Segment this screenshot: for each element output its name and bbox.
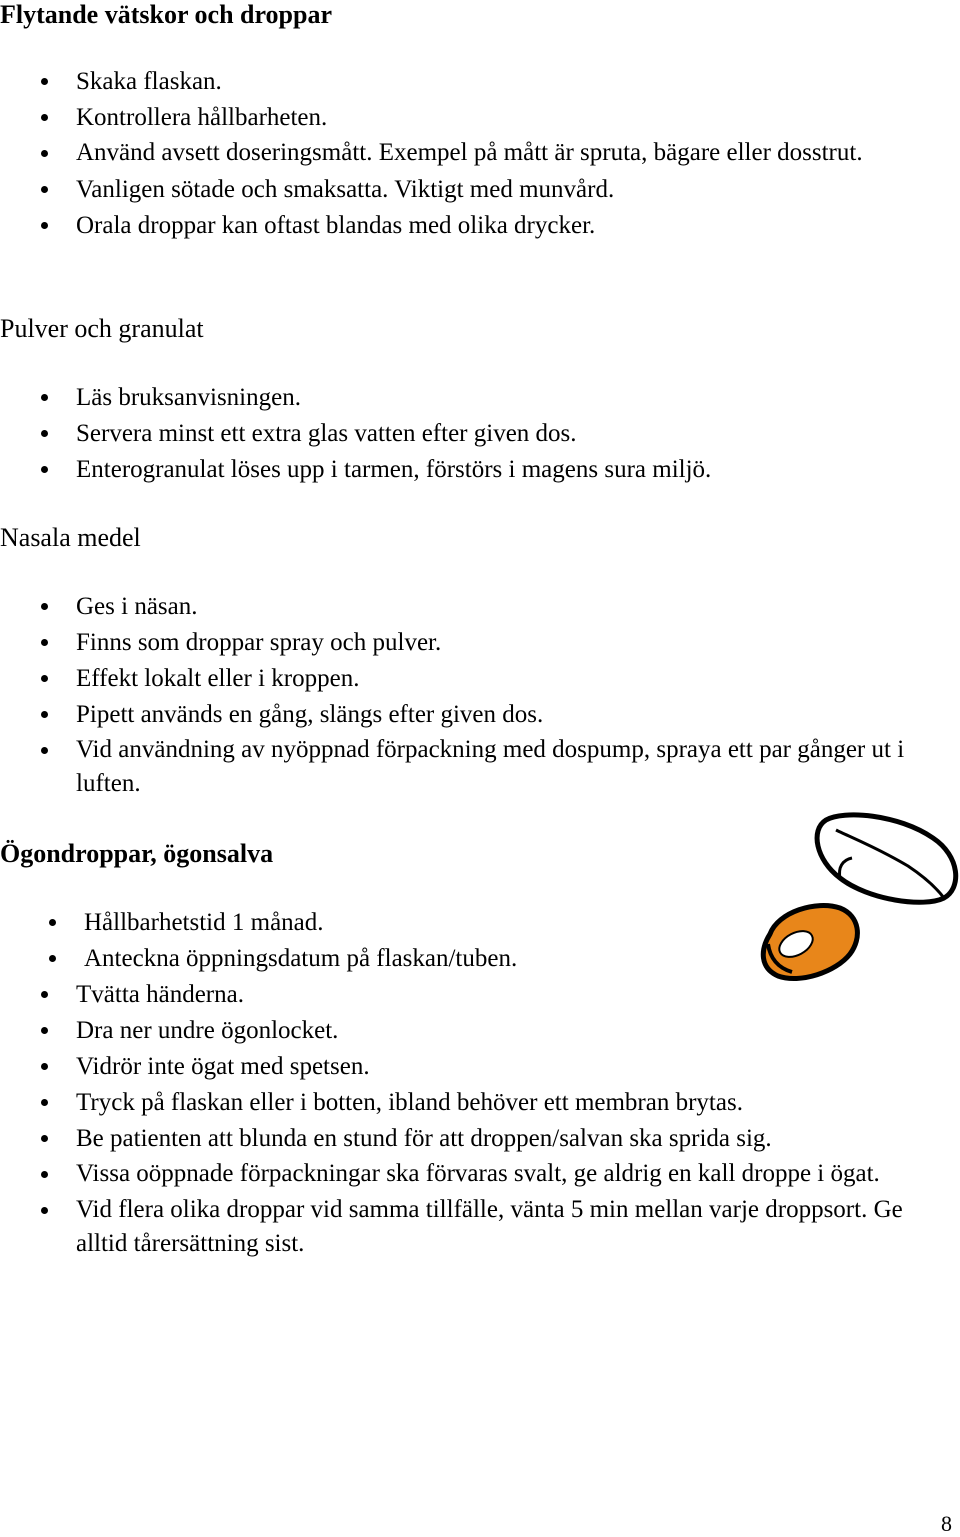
bullet-list-pulver	[0, 380, 900, 488]
list-item: Ges i näsan.	[0, 589, 940, 625]
list-item: Skaka flaskan.	[0, 64, 900, 100]
list-item: Kontrollera hållbarheten.	[0, 100, 900, 136]
bullet-icon	[41, 747, 48, 754]
list-item: Anteckna öppningsdatum på flaskan/tuben.	[0, 941, 950, 977]
list-item: Enterogranulat löses upp i tarmen, förstörs i magens sura miljö.	[0, 452, 900, 488]
bullet-icon	[41, 1099, 48, 1106]
list-item: Finns som droppar spray och pulver.	[0, 625, 940, 661]
orange-tablet-icon	[763, 906, 857, 979]
bullet-icon	[41, 1171, 48, 1178]
bullet-icon	[49, 919, 56, 926]
bullet-icon	[41, 114, 48, 121]
list-item: Be patienten att blunda en stund för att droppen/salvan ska sprida sig.	[0, 1121, 950, 1157]
list-item: Vanligen sötade och smaksatta. Viktigt med munvård.	[0, 172, 900, 208]
bullet-icon	[41, 1027, 48, 1034]
list-item: Dra ner undre ögonlocket.	[0, 1013, 950, 1049]
list-item: Servera minst ett extra glas vatten efter given dos.	[0, 416, 900, 452]
list-item: Läs bruksanvisningen.	[0, 380, 900, 416]
list-item: Använd avsett doseringsmått. Exempel på mått är spruta, bägare eller dosstrut.	[0, 136, 896, 172]
bullet-icon	[41, 1135, 48, 1142]
bullet-icon	[41, 675, 48, 682]
list-item: Vissa oöppnade förpackningar ska förvaras svalt, ge aldrig en kall droppe i ögat.	[0, 1157, 946, 1193]
bullet-icon	[49, 955, 56, 962]
list-item: Tvätta händerna.	[0, 977, 950, 1013]
bullet-icon	[41, 1063, 48, 1070]
section-title-flytande: Flytande vätskor och droppar	[0, 0, 333, 29]
bullet-icon	[41, 1207, 48, 1214]
bullet-icon	[41, 186, 48, 193]
list-item: Pipett används en gång, slängs efter given dos.	[0, 697, 940, 733]
bullet-icon	[41, 222, 48, 229]
list-item: Hållbarhetstid 1 månad.	[0, 905, 950, 941]
list-item: Vid användning av nyöppnad förpackning med dospump, spraya ett par gånger ut i luften.	[0, 733, 936, 803]
page-number: 8	[941, 1511, 952, 1536]
white-tablet-icon	[817, 815, 956, 902]
bullet-icon	[41, 430, 48, 437]
bullet-icon	[41, 639, 48, 646]
list-item: Orala droppar kan oftast blandas med olika drycker.	[0, 208, 900, 244]
section-title-ogon: Ögondroppar, ögonsalva	[0, 839, 274, 868]
section-title-nasala: Nasala medel	[0, 523, 141, 552]
bullet-list-nasala	[0, 589, 940, 803]
bullet-icon	[41, 711, 48, 718]
bullet-icon	[41, 78, 48, 85]
bullet-icon	[41, 394, 48, 401]
bullet-list-flytande	[0, 64, 900, 244]
bullet-icon	[41, 150, 48, 157]
list-item: Vidrör inte ögat med spetsen.	[0, 1049, 950, 1085]
pill-tablets-icon	[748, 808, 960, 988]
bullet-icon	[41, 991, 48, 998]
list-item: Effekt lokalt eller i kroppen.	[0, 661, 940, 697]
bullet-icon	[41, 603, 48, 610]
list-item: Vid flera olika droppar vid samma tillfälle, vänta 5 min mellan varje droppsort. Ge alltid tårersättning sist.	[0, 1193, 946, 1263]
section-title-pulver: Pulver och granulat	[0, 314, 204, 343]
list-item: Tryck på flaskan eller i botten, ibland behöver ett membran brytas.	[0, 1085, 950, 1121]
bullet-icon	[41, 466, 48, 473]
